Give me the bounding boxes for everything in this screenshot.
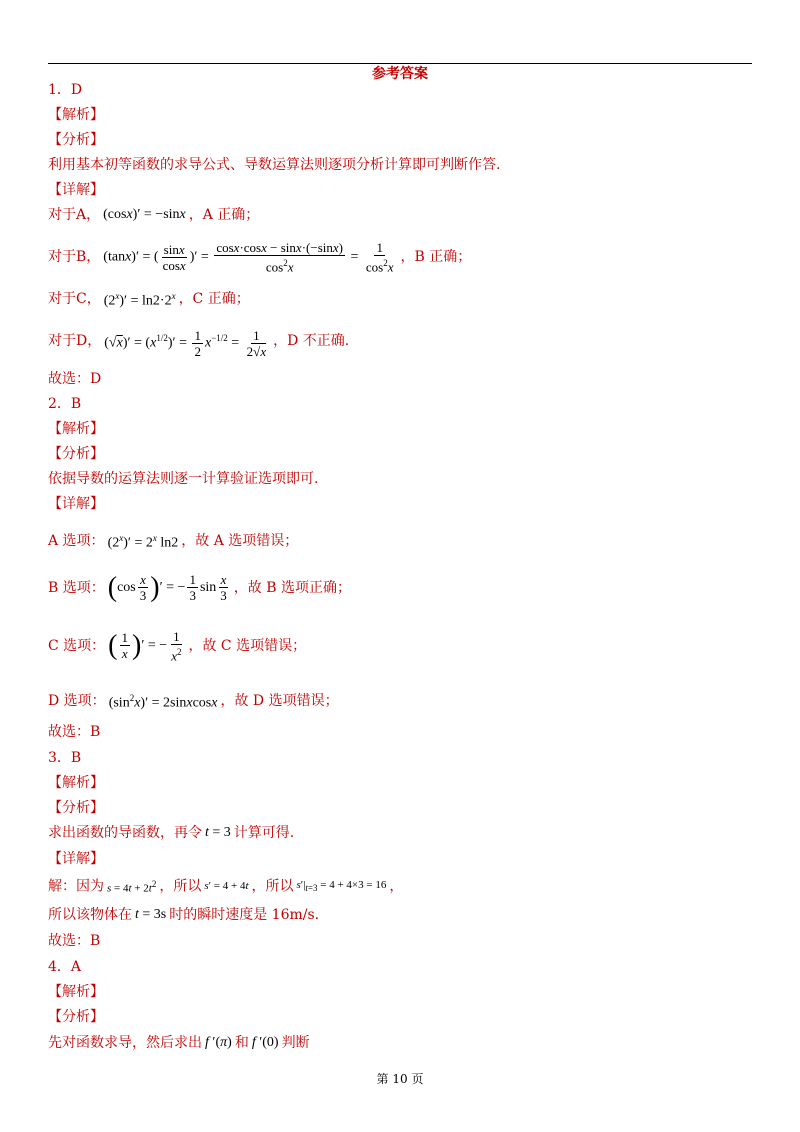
q1-option-c — [48, 286, 250, 312]
q3-line2-pre: 所以该物体在 — [48, 907, 132, 923]
q4-analysis-pre: 先对函数求导，然后求出 — [48, 1035, 202, 1051]
q2-analysis: 依据导数的运算法则逐一计算验证选项即可. — [48, 471, 319, 487]
q2-answer: 2．B — [48, 396, 82, 412]
q3-xiangjie-label: 【详解】 — [48, 851, 104, 867]
q3-solution-line2 — [48, 905, 319, 925]
q4-fenxi-label: 【分析】 — [48, 1009, 104, 1025]
q3-fenxi-label: 【分析】 — [48, 800, 104, 816]
q1-choose: 故选：D — [48, 371, 102, 387]
q1-option-b — [48, 240, 471, 274]
q1-c-suffix: ，C 正确； — [178, 290, 250, 307]
q1-b-formula: (tanx)′ = ( $\frac{\sin x}{\cos x}$ )′ = $\frac{\cos x\cdot\cos x - \sin x\cdot(-\sin x)}{\cos^2x}$ = $\frac{1}{\cos^2x}$ — [103, 240, 394, 275]
q2-fenxi-label: 【分析】 — [48, 446, 104, 462]
q3-ds-value: $s'|_{t=3} = 4 + 4\times 3 = 16$ — [296, 878, 387, 893]
q3-choose: 故选：B — [48, 933, 101, 949]
q2-option-d — [48, 688, 339, 714]
q3-s-formula: $s = 4t + 2t^2$ — [107, 879, 157, 895]
q1-a-formula: (cosx)′ = −sinx — [103, 207, 186, 222]
q1-d-suffix: ，D 不正确. — [273, 332, 350, 349]
q1-c-prefix: 对于C， — [48, 290, 101, 307]
q2-a-suffix: ，故 A 选项错误； — [181, 532, 299, 549]
q2-xiangjie-label: 【详解】 — [48, 496, 104, 512]
q3-analysis-pre: 求出函数的导函数，再令 — [48, 825, 202, 841]
q3-jiexi-label: 【解析】 — [48, 775, 104, 791]
q3-t-value: t = 3s — [135, 907, 167, 922]
q3-line2-post: 时的瞬时速度是 16m/s. — [169, 907, 320, 923]
q2-d-suffix: ，故 D 选项错误； — [220, 692, 339, 709]
q4-answer: 4．A — [48, 959, 82, 975]
q1-a-prefix: 对于A， — [48, 207, 101, 223]
q3-sol-2: ，所以 — [159, 878, 202, 895]
q1-b-prefix: 对于B， — [48, 249, 101, 266]
q3-analysis-post: 计算可得. — [233, 825, 295, 841]
q1-option-a — [48, 205, 259, 225]
q2-b-suffix: ，故 B 选项正确； — [233, 580, 351, 596]
q4-analysis-post: 判断 — [281, 1035, 310, 1051]
q2-d-formula: $(\sin^2x)'$ = 2sinxcosx — [108, 693, 218, 711]
q2-choose: 故选：B — [48, 724, 101, 740]
page-title: 参考答案 — [372, 66, 428, 82]
q2-c-prefix: C 选项： — [48, 638, 106, 654]
q2-option-a — [48, 528, 298, 554]
q3-solution-line1 — [48, 874, 403, 899]
q1-answer: 1．D — [48, 82, 83, 98]
q3-t-eq: t = 3 — [205, 825, 231, 840]
q2-option-b — [48, 570, 351, 606]
q4-analysis — [48, 1033, 310, 1053]
q2-d-prefix: D 选项： — [48, 692, 106, 709]
q2-option-c — [48, 628, 306, 664]
q4-f-zero: f ′(0) — [251, 1035, 279, 1050]
q3-ds-formula: s′ = 4 + 4t — [204, 880, 249, 893]
q1-fenxi-label: 【分析】 — [48, 132, 104, 148]
q1-c-formula: $(2^x)' = \ln 2\cdot 2^x$ — [103, 291, 176, 309]
q1-xiangjie-label: 【详解】 — [48, 182, 104, 198]
q4-analysis-mid: 和 — [234, 1035, 249, 1051]
q3-sol-4: ， — [389, 878, 404, 895]
q3-analysis — [48, 823, 294, 843]
q2-a-prefix: A 选项： — [48, 532, 105, 549]
q3-sol-1: 解：因为 — [48, 878, 104, 895]
q3-answer: 3．B — [48, 750, 82, 766]
q2-jiexi-label: 【解析】 — [48, 421, 104, 437]
q3-sol-3: ，所以 — [251, 878, 294, 895]
q1-b-suffix: ，B 正确； — [400, 249, 472, 266]
q2-a-formula: $(2^x)' = 2^x$ ln2 — [107, 533, 179, 551]
q2-b-prefix: B 选项： — [48, 580, 105, 596]
page-number: 第 10 页 — [376, 1072, 424, 1086]
q2-b-formula: (cos $\frac{x}{3}$ )′ = − $\frac{1}{3}$ sin $\frac{x}{3}$ — [107, 571, 227, 604]
q1-d-formula: $(√x)' = (x^{1/2})'$ = $\frac{1}{2}$ $x^{-1/2}$ = $\frac{1}{2√x}$ — [104, 327, 267, 359]
q1-d-prefix: 对于D， — [48, 332, 102, 349]
q2-c-formula: ( $\frac{1}{x}$ )′ = − $\frac{1}{x^2}$ — [108, 628, 182, 663]
q4-f-pi: f ′(π) — [205, 1035, 232, 1050]
q1-jiexi-label: 【解析】 — [48, 107, 104, 123]
q1-analysis: 利用基本初等函数的求导公式、导数运算法则逐项分析计算即可判断作答. — [48, 157, 501, 173]
q1-option-d — [48, 320, 349, 362]
q2-c-suffix: ，故 C 选项错误； — [188, 638, 307, 654]
q4-jiexi-label: 【解析】 — [48, 984, 104, 1000]
q1-a-suffix: ，A 正确； — [188, 207, 260, 223]
